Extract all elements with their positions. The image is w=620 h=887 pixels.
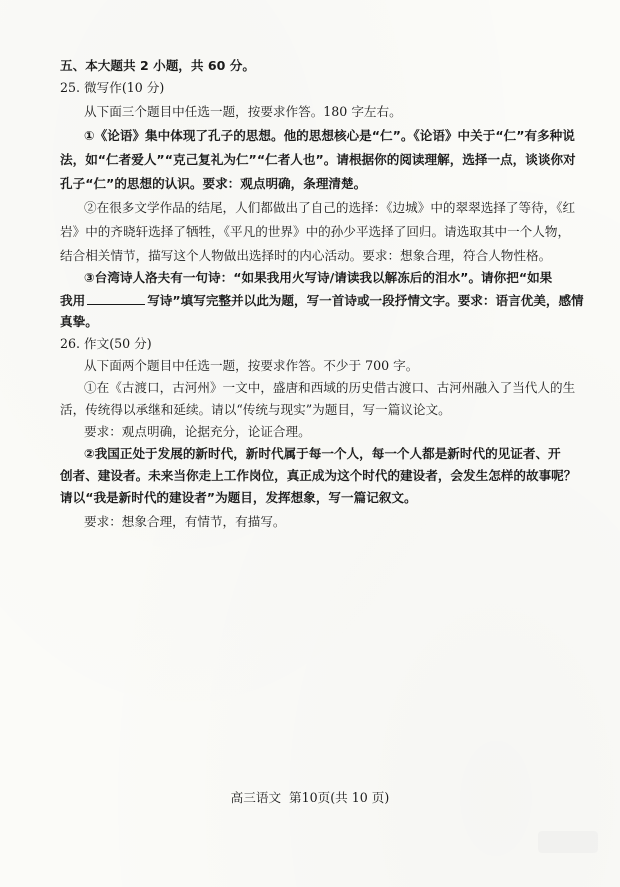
q26-title: 26. 作文(50 分) <box>60 336 152 351</box>
faint-watermark <box>538 831 598 853</box>
page-footer <box>0 790 620 806</box>
q25-option1-line1: ①《论语》集中体现了孔子的思想。他的思想核心是“仁”。《论语》中关于“仁”有多种说 <box>84 128 575 143</box>
q26-option2-requirement: 要求：想象合理，有情节，有描写。 <box>84 514 286 529</box>
q25-title: 25. 微写作(10 分) <box>60 80 165 95</box>
q26-option1-requirement: 要求：观点明确，论据充分，论证合理。 <box>84 424 311 439</box>
q25-option3-line2-start: 我用 <box>60 293 86 308</box>
q26-option2-line2: 创者、建设者。未来当你走上工作岗位，真正成为这个时代的建设者，会发生怎样的故事呢？ <box>60 468 577 483</box>
q26-instruction: 从下面两个题目中任选一题，按要求作答。不少于 700 字。 <box>84 358 419 373</box>
fill-in-blank <box>87 292 145 305</box>
q26-option2-line1: ②我国正处于发展的新时代，新时代属于每一个人，每一个人都是新时代的见证者、开 <box>84 446 561 461</box>
q26-option2-line3: 请以“我是新时代的建设者”为题目，发挥想象，写一篇记叙文。 <box>60 490 417 505</box>
q25-option3-line1: ③台湾诗人洛夫有一句诗：“如果我用火写诗/请读我以解冻后的泪水”。请你把“如果 <box>84 270 553 285</box>
q25-option2-line1: ②在很多文学作品的结尾，人们都做出了自己的选择：《边城》中的翠翠选择了等待，《红 <box>84 200 576 215</box>
q26-option1-line1: ①在《古渡口，古河州》一文中，盛唐和西域的历史借古渡口、古河州融入了当代人的生 <box>84 380 576 395</box>
q25-option2-line3: 结合相关情节，描写这个人物做出选择时的内心活动。要求：想象合理，符合人物性格。 <box>60 248 552 263</box>
footer-page-number: 第10页(共 10 页) <box>289 790 390 805</box>
section-heading: 五、本大题共 2 小题，共 60 分。 <box>60 58 255 73</box>
q25-instruction: 从下面三个题目中任选一题，按要求作答。180 字左右。 <box>84 104 402 119</box>
footer-subject: 高三语文 <box>230 790 282 805</box>
q26-option1-line2: 活，传统得以承继和延续。请以“传统与现实”为题目，写一篇议论文。 <box>60 402 451 417</box>
q25-option2-line2: 岩》中的齐晓轩选择了牺牲，《平凡的世界》中的孙少平选择了回归。请选取其中一个人物， <box>60 224 571 239</box>
q25-option3-line3: 真挚。 <box>60 314 98 329</box>
q25-option3-line2-end: 写诗”填写完整并以此为题，写一首诗或一段抒情文字。要求：语言优美，感情 <box>147 293 584 308</box>
q25-option1-line2: 法，如“仁者爱人”“克己复礼为仁”“仁者人也”。请根据你的阅读理解，选择一点，谈谈你对 <box>60 152 576 167</box>
q25-option3-line2 <box>60 292 584 309</box>
q25-option1-line3: 孔子“仁”的思想的认识。要求：观点明确，条理清楚。 <box>60 176 367 191</box>
